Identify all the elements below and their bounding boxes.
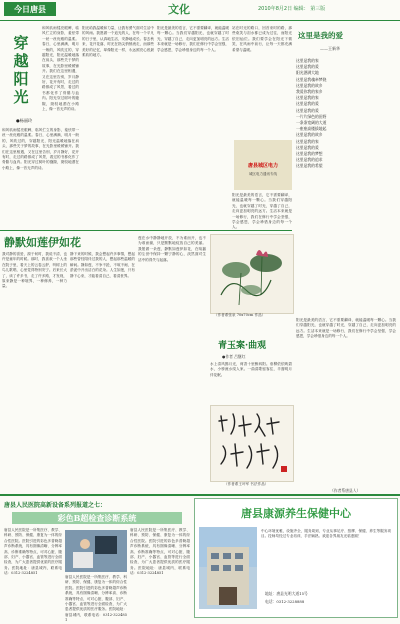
poem-author: ——王新华 — [320, 46, 340, 51]
power-ad — [234, 140, 292, 190]
lotus-painting — [210, 234, 294, 314]
poem2-title: 青玉案·曲观 — [218, 341, 267, 351]
hospital-headline: 唐县人民医院高新设备系列报道之七： — [4, 502, 107, 509]
article-byline: ●杨丽玲 — [16, 118, 33, 123]
article-body-col2: 阳光给我温暖和力量，让我有勇气面对生活中的风雨。我愿做一个追光的人，在每一个平凡的日子里，认真地生活，安静地成长。春去秋来，花开花落，时光在指尖悄悄流走，而那些美好的记忆，却像阳光一样，永远照亮心底最柔软的地方。 — [82, 26, 154, 58]
power-ad-sub: 城区电力通讯专线 — [249, 172, 277, 176]
power-ad-title: 唐县城区电力 — [247, 163, 278, 169]
hospital-body-col3: 唐县人民医院是一所集医疗、教学、科研、预防、保健、康复为一体的综合性医院。医院引进的彩色多普勒超声诊断系统，具有图像清晰、分辨率高、诊断准确等特点，可对心脏、腹部、妇产、小器官、血管等进行全面检查，为广大患者提供优质的医疗服务。医院地址：唐县城内，联系电话：0312-3224851 — [130, 528, 190, 576]
newspaper-logo: 今日唐县 — [4, 2, 56, 16]
article-title-vertical: 穿越阳光 — [13, 34, 29, 106]
article2-col2: 静下来的时候，我会想起许多事情，想起那些曾经陪伴过我的人，想起那些温暖的瞬间。静如莲，不争不抢，不喧不闹，在淤泥中开出洁白的花朵。人生如莲，只有静下心来，才能看清自己，看清世界。 — [70, 252, 135, 278]
ad-body: 中心环境优雅，设施齐全，服务周到，专业从事足疗、按摩、保健、养生等服务项目。技师均经过专业培训，手法娴熟。欢迎各界朋友光临惠顾！ — [261, 529, 391, 539]
article-body-col1: 和风软雨揉亮眼眸，临风伫立的身影，羞怯带一丝一丝优雅的温柔。春日，心里满满，明月一般的，风吹过的，穿越阳光，阳光温暖地落在肩头，那些关于梦的故事，在光影里缓缓铺开。我们在这里相遇，又在这里告别，岁月静好，花开有时，走过的路都成了风景，看过的书都化作了骨骼与血肉。阳光穿过树叶的缝隙，斑驳地洒在小路上，像一首无声的诗。 — [42, 26, 79, 112]
issue-meta: 2010年8月2日 编辑： 第三版 — [258, 6, 326, 12]
poem-continuation: 阳光是最美的语言，它不需要翻译，就能温暖每一颗心。当我们穿越阳光，也就穿越了时光，穿越了自己，走向更加明亮的远方。生活本来就是一场修行，我们在修行中学会坚强，学会感恩，学会珍惜身边的每一个人。 — [296, 318, 396, 339]
ultrasound-photo — [65, 530, 127, 572]
bottom-divider — [0, 494, 400, 496]
article2-col1: 我对静的喜爱，源于何时，我说不清，也许是童年的时候。那时，我喜欢一个人坐在院子里，看天上的云卷云舒，听树上的鸟儿歌唱，心里觉得特别安宁。后来长大了，读了许多书，走了许多路，才发现，原来静是一种境界，一种修养，一种力量。 — [2, 252, 67, 289]
poem-title: 这里是我的爱 — [298, 31, 343, 40]
article-body-col4b: 阳光是最美的语言，它不需要翻译，就能温暖每一颗心。当我们穿越阳光，也就穿越了时光，穿越了自己，走向更加明亮的远方。生活本来就是一场修行，我们在修行中学会坚强，学会感恩，学会珍惜身边的每一个人。 — [232, 193, 292, 230]
newspaper-header — [0, 0, 400, 21]
health-center-ad — [194, 498, 398, 618]
article-body-col3: 阳光是最美的语言，它不需要翻译，就能温暖每一颗心。当我们穿越阳光，也就穿越了时光，穿越了自己，走向更加明亮的远方。生活本来就是一场修行，我们在修行中学会坚强，学会感恩，学会珍惜身边的每一个人。 — [157, 26, 229, 52]
hospital-body-col1: 唐县人民医院是一所集医疗、教学、科研、预防、保健、康复为一体的综合性医院。医院引进的彩色多普勒超声诊断系统，具有图像清晰、分辨率高、诊断准确等特点，可对心脏、腹部、妇产、小器官、血管等进行全面检查，为广大患者提供优质的医疗服务。医院地址：唐县城内，联系电话：0312-3224851 — [4, 528, 62, 576]
poem-lines: 这里是我的家 这里是我的爱 阳光洒满大地 这里是我魂牵梦绕 这里是我的故乡 我爱你我的家乡 这里是我的家 这里是我的爱 这里是我的爱 一片片绿色的田野 一条条宽阔的大道 一座座高楼拔地起 这里是我的故乡 这里是我的家 这里是我的爱 这里是我的梦想 这里是我的追求 这里是我的希望 — [296, 58, 327, 169]
article-body-col1b: 和风软雨揉亮眼眸，临风伫立的身影，羞怯带一丝一丝优雅的温柔。春日，心里满满，明月一般的，风吹过的，穿越阳光，阳光温暖地落在肩头，那些关于梦的故事，在光影里缓缓铺开。我们在这里相遇，又在这里告别，岁月静好，花开有时，走过的路都成了风景，看过的书都化作了骨骼与血肉。阳光穿过树叶的缝隙，斑驳地洒在小路上，像一首无声的诗。 — [2, 128, 79, 170]
calligraphy-artwork — [210, 405, 294, 482]
article2-title: 静默如莲伊如花 — [4, 236, 81, 249]
ad-building-photo — [199, 527, 257, 609]
hospital-body-col2: 唐县人民医院是一所集医疗、教学、科研、预防、保健、康复为一体的综合性医院。医院引进的彩色多普勒超声诊断系统，具有图像清晰、分辨率高、诊断准确等特点，可对心脏、腹部、妇产、小器官、血管等进行全面检查，为广大患者提供优质的医疗服务。医院地址：唐县城内，联系电话：0312-3224851 — [65, 575, 127, 623]
hospital-subhead: 彩色B超检查诊断系统 — [12, 512, 182, 524]
poem-footer: （作者系唐县人） — [330, 488, 361, 493]
article-body-col4: 站在时光的路口，回首来时的路，那些欢笑与泪水都已成为过往，而阳光依旧灿烂。我们要学会在阳光下微笑，在风雨中前行，让每一天都充满希望与温暖。 — [232, 26, 292, 52]
poem2-author: ●作者 吕继红 — [222, 354, 246, 359]
poem2-text: 水上清风拂月光，荷香十里醉斜阳。垂柳依依映碧水，小桥流水绕人家。一曲清歌留客住，半窗明月伴花眠。 — [210, 362, 292, 377]
ad-title: 唐县康源养生保健中心 — [195, 505, 397, 523]
section-divider — [0, 230, 292, 231]
article2-col3: 莲在水中静静地开放，不为谁而开，也不为谁而谢，只是默默地绽放自己的美丽。我愿做一朵莲，静默如莲伊如花，在喧嚣的尘世中保持一颗宁静的心，淡然面对生活中的得失与起落。 — [138, 236, 206, 262]
ad-address: 地址：唐县光明大道15号 — [265, 591, 308, 596]
calligraphy-caption: （作者系王叶军 书法作品） — [224, 482, 269, 486]
painting-caption: （作者系张泉 70x70cm 作品） — [214, 313, 266, 317]
ad-phone: 电话：0312-3228888 — [265, 599, 305, 604]
section-title: 文化 — [168, 3, 190, 16]
